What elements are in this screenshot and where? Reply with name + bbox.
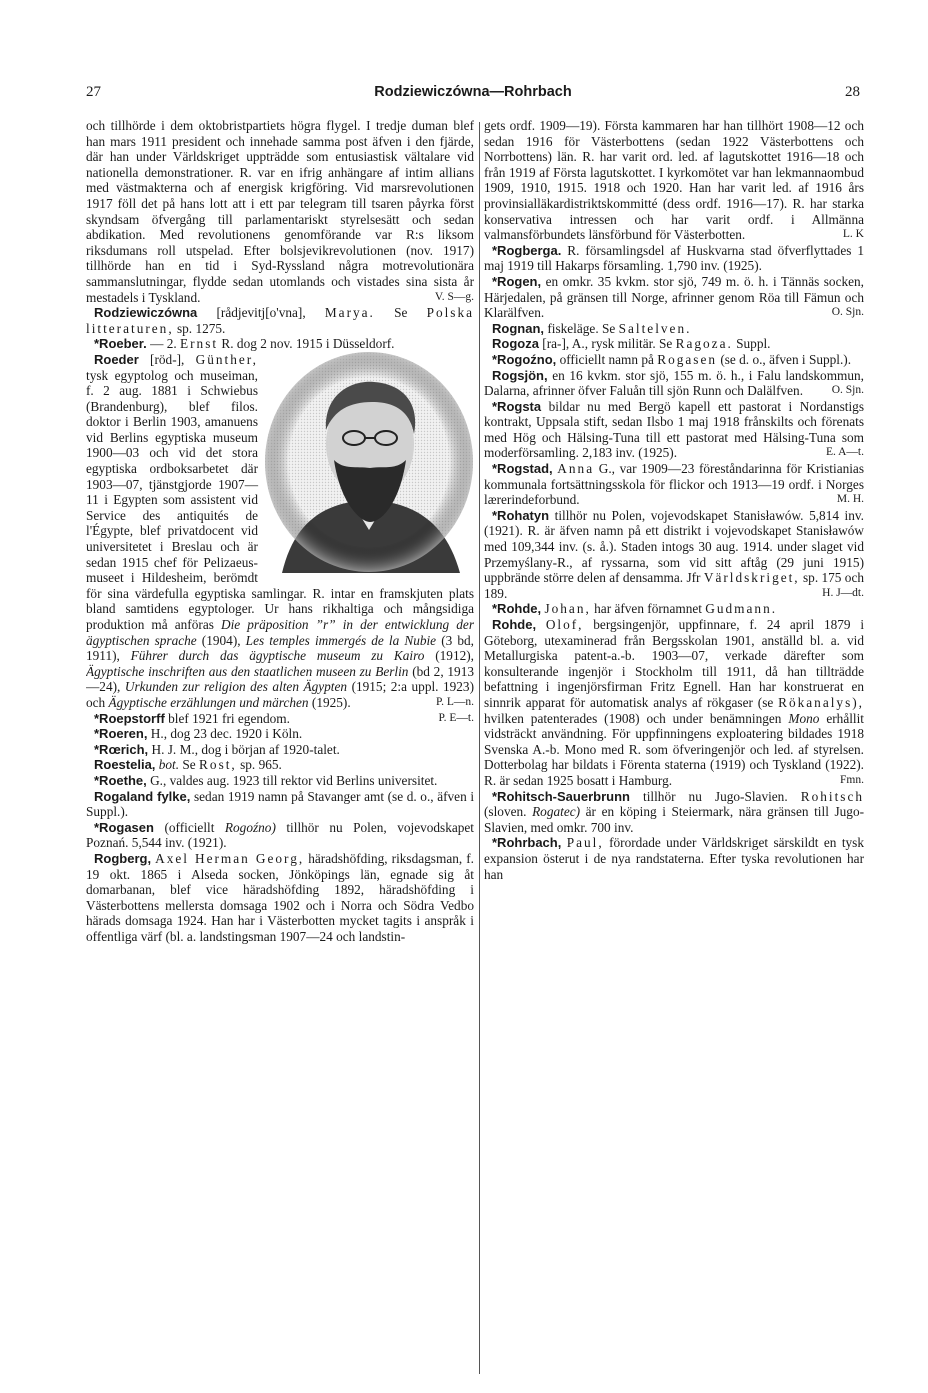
- entry-roeber: *Roeber. — 2. Ernst R. dog 2 nov. 1915 i Düsseldorf.: [94, 336, 395, 352]
- headword: *Rogoźno,: [492, 351, 557, 367]
- entry-roepstorff: *Roepstorff blef 1921 fri egendom. P. E—t.: [94, 710, 474, 726]
- entry-rogstad: *Rogstad, Anna G., var 1909—23 föreståndarinna för Kristianias kommunala fortsättningsskola för flickor och 1913—19 ordf. i Norges lærerindeforbund. M. H.: [484, 461, 864, 508]
- headword: *Rohde,: [492, 601, 542, 617]
- headword: *Rohatyn: [492, 507, 550, 523]
- headword: Rohde,: [492, 617, 537, 632]
- headword: *Roepstorff: [94, 710, 165, 726]
- entry-rogasen: *Rogasen (officiellt Rogoźno) tillhör nu Polen, vojevodskapet Poznań. 5,544 inv. (1921).: [86, 819, 474, 851]
- entry-rogen: *Rogen, en omkr. 35 kvkm. stor sjö, 749 m. ö. h. i Tännäs socken, Härjedalen, på gränsen till Norge, afrinner genom Röa till Fämun och Klarälfven. O. Sjn.: [484, 273, 864, 321]
- entry-rohatyn: *Rohatyn tillhör nu Polen, vojevodskapet Stanisławów. 5,814 inv. (1921). R. är äfven namn på ett distrikt i vojevodskapet Stanisławów med 109,344 inv. (s. å.). Staden intogs 30 aug. 1914. under slaget vid Przemyślany-R., af ryssarna, som vid sitt aftåg (29 juni 1915) uppbrände större delen af densamma. Jfr Världskriget, sp. 175 och 189. H. J—dt.: [484, 507, 864, 601]
- author-signature: H. J—dt.: [822, 586, 864, 599]
- headword: *Rogasen: [94, 819, 154, 835]
- headword: *Rogberga.: [492, 242, 562, 258]
- portrait-image: [264, 352, 474, 573]
- headword: Rogberg,: [94, 850, 152, 866]
- entry-rogoza: Rogoza [ra-], A., rysk militär. Se Ragoza. Suppl.: [492, 336, 771, 352]
- headword: *Roeber.: [94, 336, 147, 352]
- headword: Rognan,: [492, 320, 544, 336]
- entry-rohitsch-sauerbrunn: *Rohitsch-Sauerbrunn tillhör nu Jugo-Slavien. Rohitsch (sloven. Rogatec) är en köping i Steiermark, nära gränsen till Jugo-Slavien, med omkr. 700 inv.: [484, 788, 864, 835]
- author-signature: O. Sjn.: [831, 384, 864, 397]
- entry-roethe: *Roethe, G., valdes aug. 1923 till rektor vid Berlins universitet.: [94, 772, 438, 788]
- entry-continuation: och tillhörde i dem oktobristpartiets högra flygel. I tredje duman blef han mars 1911 president och innehade samma post äfven i den fjärde, där han under Världskriget uppträdde som entusiastisk vältalare vid nationella demonstrationer. R. var en ifrig anhängare af intim allians med västmakterna och af energisk krigföring. Vid marsrevolutionen 1917 föll det på hans lott att i ett par telegram till tsaren påyrka först skyndsam öfvergång till parlamentariskt styrelsesätt och sedan abdikation. Med revolutionens genomförande var R:s liksom riksdumans roll utspelad. Efter bolsjevikrevolutionen (nov. 1917) tillhörde han en tid i Syd-Ryssland några motrevolutionära sammanslutningar, flydde sedan utomlands och vistades sina sista år mestadels i Tyskland. V. S—g.: [86, 118, 474, 305]
- author-signature: Fmn.: [840, 773, 864, 786]
- right-column: [484, 118, 864, 1380]
- entry-roestelia: Roestelia, bot. Se Rost, sp. 965.: [94, 757, 282, 773]
- entry-rohrbach: *Rohrbach, Paul, förordade under Världskriget särskildt en tysk expansion österut i de nya randstaterna. Efter tyska revolutionen har han: [484, 835, 864, 882]
- author-signature: O. Sjn.: [831, 306, 864, 319]
- entry-rogsjon: Rogsjön, en 16 kvkm. stor sjö, 155 m. ö. h., i Falu landskommun, Dalarna, afrinner öfver Faluån till sjön Runn och Dalälfven. O. Sjn.: [484, 367, 864, 399]
- headword: *Rogsta: [492, 398, 542, 414]
- headword: *Roethe,: [94, 772, 147, 788]
- author-signature: P. E—t.: [438, 711, 474, 724]
- headword: Rogaland fylke,: [94, 788, 191, 804]
- entry-continuation: gets ordf. 1909—19). Första kammaren har han tillhört 1908—12 och sedan 1916 för Västerbottens (sedan 1922 Västerbottens och Norrbottens) län. R. har varit ord. led. af lagutskottet 1916—18 och från 1919 af Första lagutskottet. I kyrkomötet var han lekmannaombud 1909, 1910, 1915. 1918 och 1920. Han har varit led. af 1916 års provinsialläkardistriktskommitté (dess ordf. 1916—17). R. har starka konservativa intressen och har varit ordf. i Allmänna valmansförbundets länsförbund för Västerbotten. L. K: [484, 118, 864, 243]
- author-signature: E. A—t.: [825, 446, 864, 459]
- entry-rognan: Rognan, fiskeläge. Se Saltelven.: [492, 320, 692, 336]
- entry-rogberga: *Rogberga. R. församlingsdel af Huskvarna stad öfverflyttades 1 maj 1919 till Hakarps församling. 1,790 inv. (1925).: [484, 242, 864, 274]
- headword: *Rogen,: [492, 273, 542, 289]
- headword: Roeder: [94, 351, 139, 367]
- page-number-right: 28: [845, 84, 860, 100]
- headword: *Rogstad,: [492, 461, 553, 477]
- headword: Rogoza: [492, 336, 539, 352]
- left-column: [86, 118, 474, 1380]
- headword: *Rohrbach,: [492, 835, 562, 851]
- page-header: [86, 84, 860, 106]
- entry-roeren: *Roeren, H., dog 23 dec. 1920 i Köln.: [94, 726, 303, 742]
- entry-rohde-olof: Rohde, Olof, bergsingenjör, uppfinnare, f. 24 april 1879 i Göteborg, utexaminerad från Bergsskolan 1901, anställd bl. a. vid Metallurgiska patent-a.-b. 1903—07, verkade därefter som konsulterande ingenjör i Stockholm till 1911, då han tillträdde befattning i ingenjörsfirman Fritz Egnell. Han har konstruerat en sinnrik apparat för automatisk analys af rökgaser (se Rökanalys), hvilken patenterades (1908) och under benämningen Mono erhållit vidsträckt användning. För uppfinningens exploatering bildades 1918 Svenska A.-b. Mono med R. som öfveringenjör och led. af styrelsen. Dotterbolag har bildats i Förenta staterna (1919) och Tyskland (1922). R. är sedan 1925 bosatt i Hamburg. Fmn.: [484, 617, 864, 788]
- headword: Roestelia,: [94, 757, 156, 773]
- headword: Rodziewiczówna: [94, 305, 198, 321]
- headword: *Rohitsch-Sauerbrunn: [492, 788, 630, 804]
- column-divider: [479, 122, 480, 1374]
- author-signature: V. S—g.: [434, 290, 474, 303]
- entry-rodziewiczowna: Rodziewiczówna [rådjevitj[o'vna], Marya. Se Polska litteraturen, sp. 1275.: [86, 305, 474, 336]
- entry-rogozno: *Rogoźno, officiellt namn på Rogasen (se d. o., äfven i Suppl.).: [492, 351, 852, 367]
- running-title: Rodziewiczówna—Rohrbach: [374, 84, 572, 100]
- author-signature: L. K: [842, 228, 864, 241]
- headword: Rogsjön,: [492, 367, 548, 383]
- entry-rogsta: *Rogsta bildar nu med Bergö kapell ett pastorat i Nordanstigs kontrakt, Uppsala stift, sedan Ilsbo 1 maj 1918 frånskilts och förenats med Hög och Hälsing-Tuna till ett pastorat med Hälsing-Tuna som moderförsamling. 2,183 inv. (1925). E. A—t.: [484, 398, 864, 461]
- entry-rogberg: Rogberg, Axel Herman Georg, häradshöfding, riksdagsman, f. 19 okt. 1865 i Alseda socken, Jönköpings län, egnade sig åt domarbanan, blef vice häradshöfding 1892, häradshöfding i Västerbottens mellersta domsaga 1902 och i Norra och Södra Vedbo härads domsaga 1924. Han har i Västerbotten mycket tagits i anspråk i offentliga värf (bl. a. landstingsman 1907—24 och landstin-: [86, 850, 474, 944]
- page-number-left: 27: [86, 84, 101, 100]
- portrait-photo: [264, 352, 474, 573]
- entry-rohde-johan: *Rohde, Johan, har äfven förnamnet Gudmann.: [492, 601, 778, 617]
- entry-roeder: Roeder [röd-], Günther, tysk egyptolog och museiman, f. 2 aug. 1881 i Schwiebus (Brandenburg), blef filos. doktor i Berlin 1903, amanuens vid Berlins egyptiska museum 1900—03 och vid det stora egyptiska ordboksarbetet där 1903—07, tjänstgjorde 1907—11 i Egypten som assistent vid Service des antiquités de l'Égypte, blef privatdocent vid universitetet i Breslau och är sedan 1915 chef för Pelizaeus-museet i Hildesheim, berömdt för sina värdefulla egyptiska samlingar. R. intar en framskjuten plats bland samtidens egyptologer. Ur hans rikhaltiga och mångsidiga produktion må anföras Die präposition ”r” in der entwicklung der ägyptischen sprache (1904), Les temples immergés de la Nubie (3 bd, 1911), Führer durch das ägyptische museum zu Kairo (1912), Ägyptische inschriften aus den staatlichen museen zu Berlin (bd 2, 1913—24), Urkunden zur religion des alten Ägypten (1915; 2:a uppl. 1923) och Ägyptische erzählungen und märchen (1925). P. L—n.: [86, 351, 474, 710]
- headword: *Roeren,: [94, 726, 148, 742]
- author-signature: M. H.: [836, 493, 864, 506]
- entry-rogaland-fylke: Rogaland fylke, sedan 1919 namn på Stavanger amt (se d. o., äfven i Suppl.).: [86, 788, 474, 820]
- entry-roerich: *Rœrich, H. J. M., dog i början af 1920-talet.: [94, 741, 340, 757]
- author-signature: P. L—n.: [435, 695, 474, 708]
- headword: *Rœrich,: [94, 741, 149, 757]
